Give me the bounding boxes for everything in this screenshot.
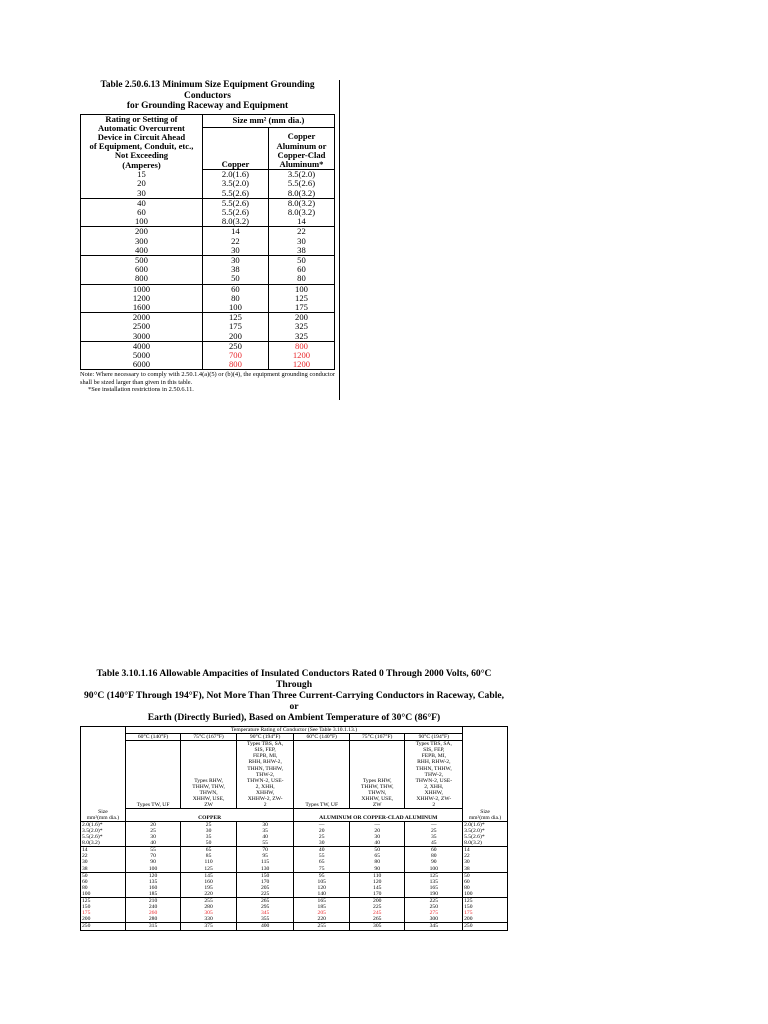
size-label-left: Size mm²(mm dia.) bbox=[81, 809, 126, 822]
rating-cell: 300 bbox=[81, 237, 203, 246]
ampacity-cell: 225 bbox=[349, 904, 405, 910]
ampacity-cell: 105 bbox=[294, 879, 350, 885]
size-cell: 100 bbox=[463, 891, 508, 898]
size-cell: 50 bbox=[81, 872, 126, 879]
ampacity-cell: 110 bbox=[349, 872, 405, 879]
size-cell: 2.0(1.6)* bbox=[463, 821, 508, 828]
ampacity-cell: 55 bbox=[236, 840, 294, 847]
ampacity-table bbox=[80, 726, 508, 931]
table1-footnote: *See installation restrictions in 2.50.6.11. bbox=[88, 386, 194, 394]
ampacity-cell: 145 bbox=[349, 885, 405, 891]
ampacity-cell: 55 bbox=[125, 847, 181, 854]
ampacity-cell: 120 bbox=[125, 872, 181, 879]
rating-cell: 4000 bbox=[81, 341, 203, 351]
size-cell: 5.5(2.6)* bbox=[463, 834, 508, 840]
table-row bbox=[81, 891, 508, 898]
ampacity-cell: 95 bbox=[236, 853, 294, 859]
ampacity-cell: 305 bbox=[349, 923, 405, 930]
copper-cell: 175 bbox=[202, 322, 268, 331]
table2-body bbox=[81, 821, 508, 930]
copper-cell: 2.0(1.6) bbox=[202, 170, 268, 180]
rating-cell: 6000 bbox=[81, 360, 203, 370]
aluminum-cell: 5.5(2.6) bbox=[268, 179, 334, 188]
ampacity-cell: 80 bbox=[405, 853, 463, 859]
size-cell: 80 bbox=[463, 885, 508, 891]
ampacity-cell: 20 bbox=[349, 828, 405, 834]
ampacity-cell: 295 bbox=[236, 904, 294, 910]
size-cell: 250 bbox=[463, 923, 508, 930]
temp-header: 60°C (140°F) bbox=[294, 734, 350, 741]
aluminum-cell: 38 bbox=[268, 246, 334, 256]
size-cell: 14 bbox=[463, 847, 508, 854]
temp-header: 60°C (140°F) bbox=[125, 734, 181, 741]
ampacity-cell: 150 bbox=[236, 872, 294, 879]
ampacity-cell: 50 bbox=[181, 840, 237, 847]
ampacity-cell: — bbox=[294, 821, 350, 828]
table1-body bbox=[81, 170, 335, 370]
ampacity-cell: 220 bbox=[181, 891, 237, 898]
ampacity-cell: 220 bbox=[294, 916, 350, 923]
table-row bbox=[81, 840, 508, 847]
copper-cell: 100 bbox=[202, 303, 268, 313]
copper-group-label: COPPER bbox=[125, 809, 294, 822]
ampacity-cell: 225 bbox=[405, 898, 463, 905]
ampacity-cell: 205 bbox=[294, 910, 350, 916]
type-header: Types RHW, THHW, THW, THWN, XHHW, USE, ZW bbox=[181, 741, 237, 809]
ampacity-cell: 195 bbox=[181, 885, 237, 891]
copper-cell: 200 bbox=[202, 332, 268, 342]
size-cell: 125 bbox=[463, 898, 508, 905]
ampacity-cell: — bbox=[405, 821, 463, 828]
aluminum-cell: 30 bbox=[268, 237, 334, 246]
ampacity-cell: 25 bbox=[181, 821, 237, 828]
aluminum-cell: 200 bbox=[268, 313, 334, 323]
type-header: Types TW, UF bbox=[294, 741, 350, 809]
ampacity-cell: 125 bbox=[405, 872, 463, 879]
rating-cell: 800 bbox=[81, 274, 203, 284]
ampacity-cell: 135 bbox=[125, 879, 181, 885]
copper-cell: 22 bbox=[202, 237, 268, 246]
ampacity-cell: 280 bbox=[181, 904, 237, 910]
ampacity-cell: 90 bbox=[125, 859, 181, 865]
table-row bbox=[81, 872, 508, 879]
rating-column-header: Rating or Setting of Automatic Overcurrent Device in Circuit Ahead of Equipment, Conduit, etc., Not Exceeding (Amperes) bbox=[81, 114, 203, 170]
ampacity-cell: 250 bbox=[405, 904, 463, 910]
ampacity-cell: 345 bbox=[405, 923, 463, 930]
size-cell: 3.5(2.0)* bbox=[81, 828, 126, 834]
ampacity-cell: 240 bbox=[125, 904, 181, 910]
copper-cell: 125 bbox=[202, 313, 268, 323]
copper-cell: 80 bbox=[202, 294, 268, 303]
size-cell: 3.5(2.0)* bbox=[463, 828, 508, 834]
ampacity-cell: 35 bbox=[236, 828, 294, 834]
ampacity-cell: 330 bbox=[181, 916, 237, 923]
aluminum-cell: 8.0(3.2) bbox=[268, 189, 334, 199]
rating-cell: 40 bbox=[81, 198, 203, 208]
table-row bbox=[81, 923, 508, 930]
type-header: Types TBS, SA, SIS, FEP, FEPB, MI, RHH, RHW-2, THHN, THHW, THW-2, THWN-2, USE- 2, XHH, XHHW, XHHW-2, ZW- 2 bbox=[405, 741, 463, 809]
ampacity-cell: 110 bbox=[181, 859, 237, 865]
ampacity-cell: 30 bbox=[349, 834, 405, 840]
table1-note: Note: Where necessary to comply with 2.50.1.4(a)(5) or (b)(4), the equipment grounding conductor shall be sized larger than given in this table. bbox=[80, 371, 335, 386]
size-cell: 2.0(1.6)* bbox=[81, 821, 126, 828]
rating-cell: 100 bbox=[81, 217, 203, 227]
aluminum-cell: 325 bbox=[268, 322, 334, 331]
size-cell: 50 bbox=[463, 872, 508, 879]
size-cell: 100 bbox=[81, 891, 126, 898]
aluminum-cell: 8.0(3.2) bbox=[268, 208, 334, 217]
ampacity-cell: 185 bbox=[294, 904, 350, 910]
ampacity-cell: 85 bbox=[181, 853, 237, 859]
aluminum-cell: 14 bbox=[268, 217, 334, 227]
ampacity-cell: 120 bbox=[294, 885, 350, 891]
table-row bbox=[81, 821, 508, 828]
copper-cell: 3.5(2.0) bbox=[202, 179, 268, 188]
ampacity-cell: 40 bbox=[294, 847, 350, 854]
size-cell: 22 bbox=[81, 853, 126, 859]
copper-cell: 5.5(2.6) bbox=[202, 208, 268, 217]
copper-cell: 250 bbox=[202, 341, 268, 351]
ampacity-table-section bbox=[80, 668, 508, 931]
ampacity-cell: 260 bbox=[125, 910, 181, 916]
ampacity-cell: 100 bbox=[405, 866, 463, 873]
ampacity-cell: 245 bbox=[349, 910, 405, 916]
copper-column-header: Copper bbox=[202, 127, 268, 170]
copper-cell: 30 bbox=[202, 256, 268, 266]
ampacity-cell: 65 bbox=[181, 847, 237, 854]
size-cell: 38 bbox=[463, 866, 508, 873]
size-cell: 200 bbox=[463, 916, 508, 923]
table-row bbox=[81, 916, 508, 923]
copper-cell: 60 bbox=[202, 284, 268, 294]
temp-header: 75°C (167°F) bbox=[349, 734, 405, 741]
temperature-rating-header: Temperature Rating of Conductor (See Table 3.10.1.13.) bbox=[125, 727, 462, 734]
ampacity-cell: 65 bbox=[294, 859, 350, 865]
ampacity-cell: 35 bbox=[405, 834, 463, 840]
copper-cell: 14 bbox=[202, 227, 268, 237]
ampacity-cell: 160 bbox=[125, 885, 181, 891]
ampacity-cell: 305 bbox=[181, 910, 237, 916]
aluminum-cell: 325 bbox=[268, 332, 334, 342]
ampacity-cell: 170 bbox=[236, 879, 294, 885]
temp-header: 75°C (167°F) bbox=[181, 734, 237, 741]
size-cell: 30 bbox=[463, 859, 508, 865]
rating-cell: 500 bbox=[81, 256, 203, 266]
grounding-conductor-table bbox=[80, 114, 335, 371]
ampacity-cell: 400 bbox=[236, 923, 294, 930]
size-header-right bbox=[463, 727, 508, 809]
copper-cell: 700 bbox=[202, 351, 268, 360]
ampacity-cell: 160 bbox=[181, 879, 237, 885]
ampacity-cell: 40 bbox=[125, 840, 181, 847]
size-cell: 60 bbox=[81, 879, 126, 885]
ampacity-cell: 50 bbox=[349, 847, 405, 854]
table1-title: Table 2.50.6.13 Minimum Size Equipment Grounding Conductors for Grounding Raceway and Equipment bbox=[100, 80, 315, 111]
size-cell: 5.5(2.6)* bbox=[81, 834, 126, 840]
size-cell: 250 bbox=[81, 923, 126, 930]
aluminum-cell: 80 bbox=[268, 274, 334, 284]
rating-cell: 3000 bbox=[81, 332, 203, 342]
ampacity-cell: 135 bbox=[405, 879, 463, 885]
size-cell: 8.0(3.2) bbox=[81, 840, 126, 847]
ampacity-cell: 70 bbox=[236, 847, 294, 854]
size-cell: 175 bbox=[463, 910, 508, 916]
size-cell: 200 bbox=[81, 916, 126, 923]
ampacity-cell: 255 bbox=[294, 923, 350, 930]
aluminum-cell: 1200 bbox=[268, 360, 334, 370]
aluminum-group-label: ALUMINUM OR COPPER-CLAD ALUMINUM bbox=[294, 809, 463, 822]
ampacity-cell: 205 bbox=[236, 885, 294, 891]
size-header-left bbox=[81, 727, 126, 809]
ampacity-cell: 95 bbox=[294, 872, 350, 879]
size-cell: 38 bbox=[81, 866, 126, 873]
table-row bbox=[81, 866, 508, 873]
rating-cell: 1000 bbox=[81, 284, 203, 294]
ampacity-cell: 255 bbox=[181, 898, 237, 905]
aluminum-cell: 60 bbox=[268, 265, 334, 274]
ampacity-cell: 225 bbox=[236, 891, 294, 898]
ampacity-cell: 375 bbox=[181, 923, 237, 930]
table-row bbox=[81, 360, 335, 370]
rating-cell: 400 bbox=[81, 246, 203, 256]
size-cell: 14 bbox=[81, 847, 126, 854]
table-row bbox=[81, 332, 335, 342]
ampacity-cell: 25 bbox=[294, 834, 350, 840]
ampacity-cell: 45 bbox=[405, 840, 463, 847]
ampacity-cell: 125 bbox=[181, 866, 237, 873]
aluminum-column-header: Copper Aluminum or Copper-Clad Aluminum* bbox=[268, 127, 334, 170]
ampacity-cell: 185 bbox=[125, 891, 181, 898]
aluminum-cell: 50 bbox=[268, 256, 334, 266]
ampacity-cell: 145 bbox=[181, 872, 237, 879]
copper-cell: 800 bbox=[202, 360, 268, 370]
ampacity-cell: 55 bbox=[294, 853, 350, 859]
copper-cell: 38 bbox=[202, 265, 268, 274]
copper-cell: 5.5(2.6) bbox=[202, 198, 268, 208]
size-cell: 8.0(3.2) bbox=[463, 840, 508, 847]
ampacity-cell: 40 bbox=[236, 834, 294, 840]
ampacity-cell: 20 bbox=[125, 821, 181, 828]
ampacity-cell: 70 bbox=[125, 853, 181, 859]
ampacity-cell: 80 bbox=[349, 859, 405, 865]
ampacity-cell: 190 bbox=[405, 891, 463, 898]
table-row bbox=[81, 847, 508, 854]
ampacity-cell: 120 bbox=[349, 879, 405, 885]
ampacity-cell: 30 bbox=[125, 834, 181, 840]
ampacity-cell: 345 bbox=[236, 910, 294, 916]
size-cell: 60 bbox=[463, 879, 508, 885]
ampacity-cell: 25 bbox=[125, 828, 181, 834]
copper-cell: 30 bbox=[202, 246, 268, 256]
type-header: Types TBS, SA, SIS, FEP, FEPB, MI, RHH, RHW-2, THHN, THHW, THW-2, THWN-2, USE- 2, XHH, XHHW, XHHW-2, ZW- 2 bbox=[236, 741, 294, 809]
type-header: Types RHW, THHW, THW, THWN, XHHW, USE, ZW bbox=[349, 741, 405, 809]
column-divider-line bbox=[339, 80, 340, 400]
copper-cell: 5.5(2.6) bbox=[202, 189, 268, 199]
ampacity-cell: 90 bbox=[349, 866, 405, 873]
aluminum-cell: 22 bbox=[268, 227, 334, 237]
size-cell: 150 bbox=[81, 904, 126, 910]
copper-cell: 50 bbox=[202, 274, 268, 284]
aluminum-cell: 1200 bbox=[268, 351, 334, 360]
ampacity-cell: 115 bbox=[236, 859, 294, 865]
copper-cell: 8.0(3.2) bbox=[202, 217, 268, 227]
size-cell: 80 bbox=[81, 885, 126, 891]
table-row bbox=[81, 189, 335, 199]
ampacity-cell: 60 bbox=[405, 847, 463, 854]
rating-cell: 2000 bbox=[81, 313, 203, 323]
ampacity-cell: — bbox=[349, 821, 405, 828]
aluminum-cell: 175 bbox=[268, 303, 334, 313]
ampacity-cell: 170 bbox=[349, 891, 405, 898]
aluminum-cell: 8.0(3.2) bbox=[268, 198, 334, 208]
rating-cell: 30 bbox=[81, 189, 203, 199]
ampacity-cell: 30 bbox=[236, 821, 294, 828]
ampacity-cell: 30 bbox=[294, 840, 350, 847]
temp-header: 90°C (194°F) bbox=[405, 734, 463, 741]
ampacity-cell: 165 bbox=[405, 885, 463, 891]
ampacity-cell: 90 bbox=[405, 859, 463, 865]
ampacity-cell: 265 bbox=[349, 916, 405, 923]
temp-header: 90°C (194°F) bbox=[236, 734, 294, 741]
rating-cell: 5000 bbox=[81, 351, 203, 360]
ampacity-cell: 75 bbox=[294, 866, 350, 873]
size-cell: 175 bbox=[81, 910, 126, 916]
ampacity-cell: 30 bbox=[181, 828, 237, 834]
rating-cell: 60 bbox=[81, 208, 203, 217]
ampacity-cell: 65 bbox=[349, 853, 405, 859]
rating-cell: 15 bbox=[81, 170, 203, 180]
ampacity-cell: 300 bbox=[405, 916, 463, 923]
type-header: Types TW, UF bbox=[125, 741, 181, 809]
ampacity-cell: 315 bbox=[125, 923, 181, 930]
ampacity-cell: 40 bbox=[349, 840, 405, 847]
ampacity-cell: 35 bbox=[181, 834, 237, 840]
ampacity-cell: 165 bbox=[294, 898, 350, 905]
ampacity-cell: 20 bbox=[294, 828, 350, 834]
table-row bbox=[81, 898, 508, 905]
size-cell: 22 bbox=[463, 853, 508, 859]
size-cell: 150 bbox=[463, 904, 508, 910]
aluminum-cell: 3.5(2.0) bbox=[268, 170, 334, 180]
ampacity-cell: 275 bbox=[405, 910, 463, 916]
ampacity-cell: 130 bbox=[236, 866, 294, 873]
ampacity-cell: 100 bbox=[125, 866, 181, 873]
aluminum-cell: 125 bbox=[268, 294, 334, 303]
ampacity-cell: 210 bbox=[125, 898, 181, 905]
ampacity-cell: 25 bbox=[405, 828, 463, 834]
size-cell: 125 bbox=[81, 898, 126, 905]
aluminum-cell: 100 bbox=[268, 284, 334, 294]
size-cell: 30 bbox=[81, 859, 126, 865]
rating-cell: 1200 bbox=[81, 294, 203, 303]
ampacity-cell: 200 bbox=[349, 898, 405, 905]
ampacity-cell: 280 bbox=[125, 916, 181, 923]
grounding-conductor-table-section bbox=[80, 80, 335, 394]
ampacity-cell: 265 bbox=[236, 898, 294, 905]
table-row bbox=[81, 274, 335, 284]
aluminum-cell: 800 bbox=[268, 341, 334, 351]
size-label-right: Size mm²(mm dia.) bbox=[463, 809, 508, 822]
rating-cell: 20 bbox=[81, 179, 203, 188]
rating-cell: 1600 bbox=[81, 303, 203, 313]
rating-cell: 200 bbox=[81, 227, 203, 237]
size-column-header: Size mm² (mm dia.) bbox=[202, 114, 334, 127]
rating-cell: 2500 bbox=[81, 322, 203, 331]
table2-title: Table 3.10.1.16 Allowable Ampacities of Insulated Conductors Rated 0 Through 2000 Volts, 60°C Through 90°C (140°F Through 194°F), Not More Than Three Current-Carrying Conductors in Raceway, Cable, or Earth (Directly Buried), Based on Ambient Temperature of 30°C (86°F) bbox=[83, 668, 505, 723]
ampacity-cell: 355 bbox=[236, 916, 294, 923]
rating-cell: 600 bbox=[81, 265, 203, 274]
ampacity-cell: 140 bbox=[294, 891, 350, 898]
